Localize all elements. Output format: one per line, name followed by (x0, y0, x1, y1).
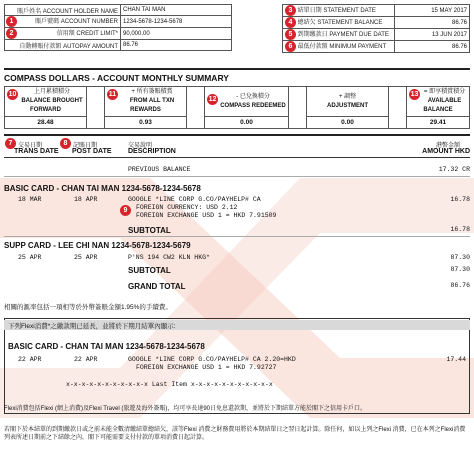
grand-total-amount: 86.76 (450, 282, 470, 289)
callout-badge: 12 (208, 95, 217, 103)
info-label: 賬戶姓名 ACCOUNT HOLDER NAME (5, 5, 121, 16)
callout-badge: 6 (285, 41, 296, 52)
compass-col-balance: 10 上月累積積分 BALANCE BROUGHT FORWARD (5, 87, 87, 117)
basic-card-heading: BASIC CARD - CHAN TAI MAN 1234-5678-1234-5678 (4, 184, 201, 193)
divider (4, 236, 470, 237)
fee-note: 相關的滙率包括一項相等於外幣簽賬金額1.95%的手續費。 (4, 304, 172, 311)
info-value: 86.76 (395, 41, 470, 53)
info-value: 86.76 (395, 17, 470, 29)
callout-badge: 5 (285, 29, 296, 40)
compass-col-redeemed: 12 - 已兌換積分 COMPASS REDEEMED (205, 87, 289, 117)
info-row-autopay (5, 40, 232, 51)
info-value: 1234-5678-1234-5678 (121, 16, 232, 28)
col-trans-en: TRANS DATE (14, 148, 59, 155)
tx-trans-date: 18 MAR (18, 196, 42, 203)
basic-subtotal-amount: 16.78 (450, 226, 470, 233)
supp-card-heading: SUPP CARD - LEE CHI NAN 1234-5678-1234-5679 (4, 241, 191, 250)
col-trans-zh: 交易日期 (18, 143, 43, 149)
flexi-description: GOOGLE *LINE CORP G.CO/PAYHELP# CA 2.20=HKD (128, 356, 296, 363)
compass-col-adjustment: + 調整 ADJUSTMENT (307, 87, 389, 117)
flexi-trans-date: 22 APR (18, 356, 42, 363)
flexi-post-date: 22 APR (74, 356, 98, 363)
flexi-foreign-exchange: FOREIGN EXCHANGE USD 1 = HKD 7.92727 (136, 364, 277, 371)
tx-amount: 16.78 (450, 196, 470, 203)
callout-badge: 13 (410, 91, 419, 98)
compass-summary-table (4, 86, 470, 129)
grand-total-label: GRAND TOTAL (128, 282, 186, 291)
info-label: 最低付款額 MINIMUM PAYMENT (297, 44, 387, 51)
callout-badge: 10 (8, 91, 17, 98)
callout-badge: 2 (6, 28, 17, 39)
tx-amount: 87.30 (450, 254, 470, 261)
info-value: 13 JUN 2017 (395, 29, 470, 41)
compass-value-available: 29.41 (407, 117, 470, 129)
info-label: 結單日期 STATEMENT DATE (297, 8, 376, 15)
info-row-holder (5, 5, 232, 16)
compass-value-redeemed: 0.00 (205, 117, 289, 129)
col-amount-en: AMOUNT HKD (422, 148, 470, 155)
tx-description: GOOGLE *LINE CORP G.CO/PAYHELP# CA (128, 196, 261, 203)
tx-post-date: 25 APR (74, 254, 98, 261)
info-value: 86.76 (121, 40, 232, 51)
previous-balance-amount: 17.32 CR (438, 166, 470, 173)
footnote-finance-charge: 若閣下於本結單的到期繳款日或之前未能全數清繳結單總結欠，該等Flexi 消費之財務費用將於本期結單日之翌日起計算。除任何，如以上列之Flexi 消費，已在本列之Flexi消費列表所述日期前之下結餘之內，閣下可能需要支付付款的單項消費日起計算。 (4, 427, 466, 441)
compass-col-available: 13 = 即享積賞積分 AVAILABLE BALANCE (407, 87, 470, 117)
info-row-statement-balance (283, 17, 470, 29)
supp-subtotal-label: SUBTOTAL (128, 266, 171, 275)
info-row-due-date (283, 29, 470, 41)
col-desc-en: DESCRIPTION (128, 148, 176, 155)
compass-value-rewards: 0.93 (105, 117, 187, 129)
info-label: 賬戶號碼 ACCOUNT NUMBER (35, 19, 118, 25)
callout-badge: 8 (60, 138, 71, 149)
flexi-card-heading: BASIC CARD - CHAN TAI MAN 1234-5678-1234-5678 (8, 342, 205, 351)
callout-badge: 1 (6, 16, 17, 27)
supp-subtotal-amount: 87.30 (450, 266, 470, 273)
last-item-marker: x-x-x-x-x-x-x-x-x-x-x Last Item x-x-x-x-x-x-x-x-x-x-x (66, 381, 273, 388)
info-value: 90,000.00 (121, 28, 232, 40)
account-info-table (4, 4, 232, 51)
compass-col-rewards: 11 + 所有簽賬積賞 FROM ALL TXN REWARDS (105, 87, 187, 117)
info-label: 自動轉賬付款額 AUTOPAY AMOUNT (5, 40, 121, 51)
col-post-zh: 記賬日期 (73, 143, 98, 149)
divider (4, 157, 470, 158)
divider (4, 176, 470, 177)
divider (4, 68, 470, 70)
callout-badge: 7 (5, 138, 16, 149)
tx-description: P'NS 194 CW2 KLN HKG* (128, 254, 210, 261)
info-value: CHAN TAI MAN (121, 5, 232, 16)
col-amount-zh: 港幣金額 (435, 143, 460, 149)
info-row-credit-limit (5, 28, 232, 40)
callout-badge: 3 (285, 5, 296, 16)
tx-trans-date: 25 APR (18, 254, 42, 261)
info-row-minimum-payment (283, 41, 470, 53)
info-row-account-number (5, 16, 232, 28)
divider (4, 134, 470, 136)
compass-value-balance: 28.48 (5, 117, 87, 129)
info-label: 到期繳款日 PAYMENT DUE DATE (297, 32, 389, 39)
callout-badge: 9 (120, 205, 131, 216)
tx-post-date: 18 APR (74, 196, 98, 203)
info-value: 15 MAY 2017 (395, 5, 470, 17)
info-label: 信用額 CREDIT LIMIT* (56, 31, 118, 37)
tx-foreign-currency: FOREIGN CURRENCY: USD 2.12 (136, 204, 238, 211)
info-label: 總結欠 STATEMENT BALANCE (297, 20, 383, 27)
col-post-en: POST DATE (72, 148, 112, 155)
info-row-statement-date (283, 5, 470, 17)
flexi-intro: 下列Flexi消費*之繳款期已延長，並將於下期月結單內顯示: (8, 323, 176, 330)
footnote-flexi: Flexi消費包括Flexi (網上消費)及Flexi Travel (旅遊及海外簽賬)，均可享長達90日免息還款期，並將於下期結單方能於閣下之信用卡戶口。 (4, 406, 367, 412)
callout-badge: 11 (108, 91, 117, 98)
basic-subtotal-label: SUBTOTAL (128, 226, 171, 235)
callout-badge: 4 (285, 17, 296, 28)
previous-balance-label: PREVIOUS BALANCE (128, 166, 191, 173)
flexi-amount: 17.44 (446, 356, 466, 363)
summary-title: COMPASS DOLLARS - ACCOUNT MONTHLY SUMMARY (4, 73, 229, 83)
compass-value-adjustment: 0.00 (307, 117, 389, 129)
tx-foreign-exchange: FOREIGN EXCHANGE USD 1 = HKD 7.91509 (136, 212, 277, 219)
col-desc-zh: 交易說明 (128, 143, 153, 149)
statement-info-table (282, 4, 470, 53)
